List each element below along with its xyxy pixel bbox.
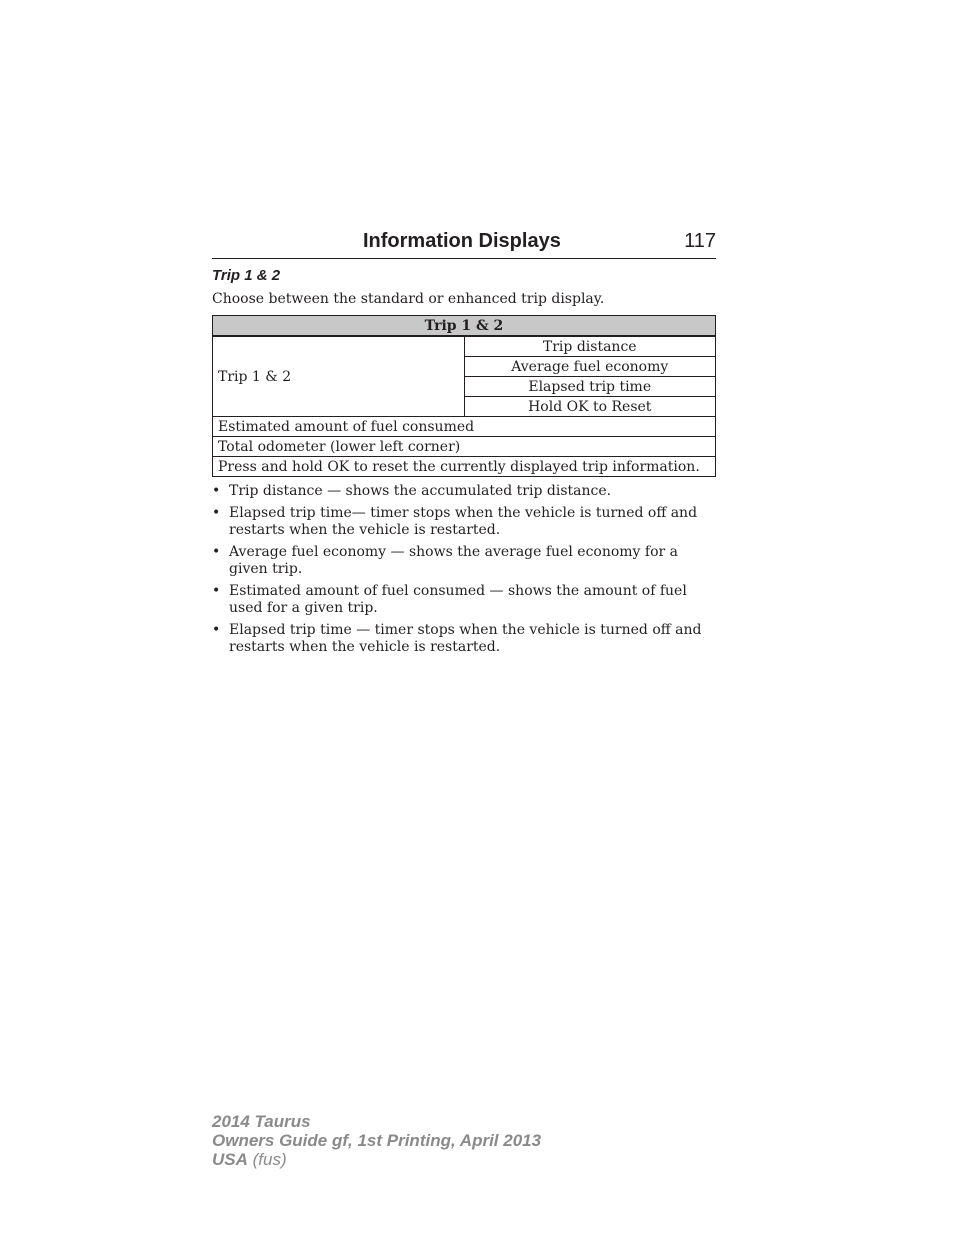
table-cell-hold-ok-reset: Hold OK to Reset — [464, 397, 716, 417]
intro-paragraph: Choose between the standard or enhanced trip display. — [212, 291, 605, 307]
bullet-icon: • — [212, 483, 221, 499]
table-row — [213, 457, 716, 477]
list-item-text: Trip distance — shows the accumulated trip distance. — [229, 483, 612, 499]
table-header-row — [213, 316, 716, 337]
list-item-text: Elapsed trip time — timer stops when the vehicle is turned off and restarts when the vehicle is restarted. — [229, 622, 702, 655]
list-item — [212, 544, 716, 578]
bullet-icon: • — [212, 583, 221, 599]
list-item-text: Average fuel economy — shows the average fuel economy for a given trip. — [229, 544, 679, 577]
footer-guide-info: Owners Guide gf, 1st Printing, April 2013 — [212, 1131, 542, 1150]
table-cell-trip-distance: Trip distance — [464, 336, 716, 357]
footer-region-main: USA — [212, 1150, 248, 1169]
list-item — [212, 483, 716, 500]
table-cell-elapsed-trip-time: Elapsed trip time — [464, 377, 716, 397]
table-cell-reset-instruction: Press and hold OK to reset the currently displayed trip information. — [213, 457, 716, 477]
page-number: 117 — [684, 230, 716, 252]
list-item — [212, 505, 716, 539]
list-item — [212, 622, 716, 656]
table-row — [213, 437, 716, 457]
page-footer — [212, 1112, 541, 1169]
footer-model: 2014 Taurus — [212, 1112, 311, 1131]
trip-table — [212, 315, 716, 477]
bullet-list — [212, 483, 716, 661]
bullet-icon: • — [212, 505, 221, 521]
page-title: Information Displays — [363, 230, 561, 252]
list-item-text: Elapsed trip time— timer stops when the vehicle is turned off and restarts when the vehicle is restarted. — [229, 505, 698, 538]
list-item-text: Estimated amount of fuel consumed — shows the amount of fuel used for a given trip. — [229, 583, 687, 616]
table-cell-fuel-consumed: Estimated amount of fuel consumed — [213, 417, 716, 437]
table-row — [213, 336, 716, 357]
footer-region — [212, 1150, 541, 1169]
table-cell-total-odometer: Total odometer (lower left corner) — [213, 437, 716, 457]
page-header — [212, 228, 716, 259]
bullet-icon: • — [212, 622, 221, 638]
table-header: Trip 1 & 2 — [213, 316, 716, 337]
table-left-label: Trip 1 & 2 — [213, 336, 465, 417]
bullet-icon: • — [212, 544, 221, 560]
list-item — [212, 583, 716, 617]
footer-region-suffix: (fus) — [252, 1150, 287, 1169]
table-cell-average-fuel-economy: Average fuel economy — [464, 357, 716, 377]
section-subheading: Trip 1 & 2 — [212, 267, 281, 284]
table-row — [213, 417, 716, 437]
